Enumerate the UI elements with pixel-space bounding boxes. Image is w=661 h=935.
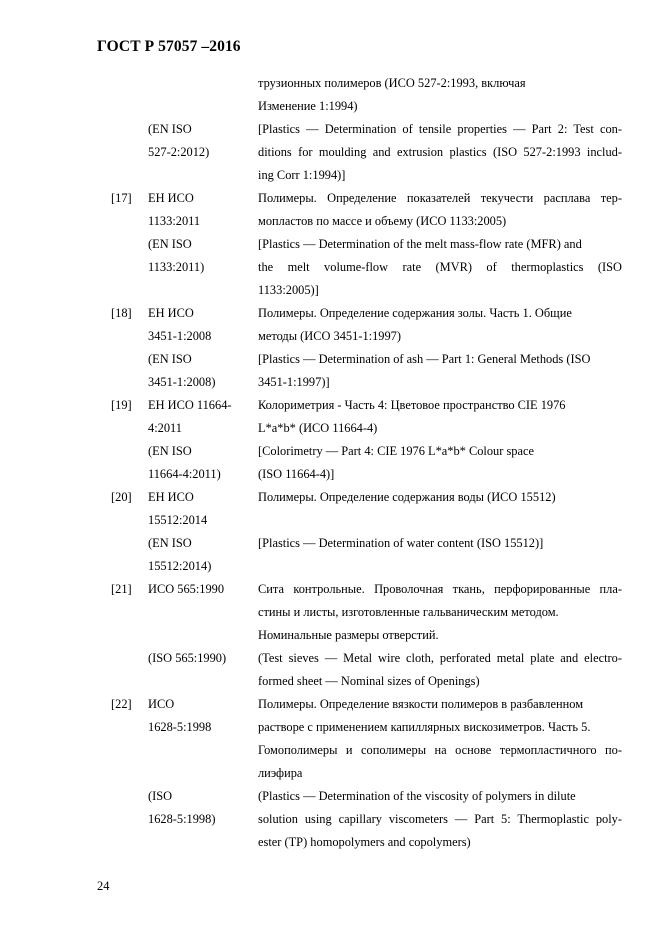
reference-code: 1133:2011)	[148, 260, 205, 274]
reference-description: [Plastics — Determination of ash — Part 1: General Methods (ISO	[258, 352, 591, 366]
reference-code: 1628-5:1998)	[148, 812, 216, 826]
reference-line	[0, 739, 661, 762]
reference-description: ester (TP) homopolymers and copolymers)	[258, 835, 471, 849]
reference-code: (ISO 565:1990)	[148, 651, 227, 665]
reference-code: (EN ISO	[148, 237, 192, 251]
reference-line	[0, 348, 661, 371]
reference-line	[0, 509, 661, 532]
reference-description: стины и листы, изготовленные гальваническим методом.	[258, 605, 559, 619]
reference-code: 11664-4:2011)	[148, 467, 221, 481]
reference-description: лиэфира	[258, 766, 303, 780]
reference-description: formed sheet — Nominal sizes of Openings)	[258, 674, 480, 688]
reference-line	[0, 463, 661, 486]
reference-description: 3451-1:1997)]	[258, 375, 330, 389]
reference-description: растворе с применением капиллярных вискозиметров. Часть 5.	[258, 720, 591, 734]
reference-code: (EN ISO	[148, 444, 192, 458]
reference-number: [22]	[111, 697, 132, 711]
reference-description: L*a*b* (ИСО 11664-4)	[258, 421, 378, 435]
reference-number: [20]	[111, 490, 132, 504]
reference-description: solution using capillary viscometers — Part 5: Thermoplastic poly-	[258, 812, 622, 826]
reference-number: [17]	[111, 191, 132, 205]
reference-line	[0, 394, 661, 417]
reference-code: ЕН ИСО	[148, 191, 194, 205]
reference-description: трузионных полимеров (ИСО 527-2:1993, включая	[258, 76, 526, 90]
reference-description: [Plastics — Determination of water content (ISO 15512)]	[258, 536, 544, 550]
reference-description: методы (ИСО 3451-1:1997)	[258, 329, 401, 343]
reference-number: [21]	[111, 582, 132, 596]
reference-code: (ISO	[148, 789, 173, 803]
reference-code: (EN ISO	[148, 122, 192, 136]
reference-line	[0, 532, 661, 555]
reference-line	[0, 785, 661, 808]
reference-code: 15512:2014)	[148, 559, 212, 573]
reference-list	[0, 72, 661, 854]
page-number: 24	[97, 879, 110, 893]
reference-code: ЕН ИСО	[148, 306, 194, 320]
reference-description: (Test sieves — Metal wire cloth, perforated metal plate and electro-	[258, 651, 622, 665]
reference-description: Гомополимеры и сополимеры на основе термопластичного по-	[258, 743, 622, 757]
reference-code: ЕН ИСО	[148, 490, 194, 504]
reference-line	[0, 187, 661, 210]
reference-code: 1628-5:1998	[148, 720, 212, 734]
reference-line	[0, 371, 661, 394]
reference-line	[0, 831, 661, 854]
reference-code: 4:2011	[148, 421, 182, 435]
reference-description: [Colorimetry — Part 4: CIE 1976 L*a*b* Colour space	[258, 444, 534, 458]
reference-description: the melt volume-flow rate (MVR) of thermoplastics (ISO	[258, 260, 622, 274]
reference-line	[0, 141, 661, 164]
reference-description: [Plastics — Determination of the melt mass-flow rate (MFR) and	[258, 237, 582, 251]
reference-line	[0, 486, 661, 509]
reference-line	[0, 601, 661, 624]
reference-line	[0, 693, 661, 716]
reference-description: Полимеры. Определение содержания золы. Часть 1. Общие	[258, 306, 572, 320]
reference-description: Полимеры. Определение показателей текучести расплава тер-	[258, 191, 622, 205]
reference-line	[0, 256, 661, 279]
reference-description: ing Corr 1:1994)]	[258, 168, 346, 182]
reference-line	[0, 440, 661, 463]
reference-line	[0, 95, 661, 118]
reference-code: ЕН ИСО 11664-	[148, 398, 232, 412]
reference-line	[0, 624, 661, 647]
reference-description: Номинальные размеры отверстий.	[258, 628, 439, 642]
reference-code: 15512:2014	[148, 513, 208, 527]
reference-code: 1133:2011	[148, 214, 201, 228]
reference-line	[0, 555, 661, 578]
reference-line	[0, 762, 661, 785]
reference-description: (ISO 11664-4)]	[258, 467, 335, 481]
reference-description: Колориметрия - Часть 4: Цветовое пространство CIE 1976	[258, 398, 566, 412]
reference-number: [19]	[111, 398, 132, 412]
reference-line	[0, 325, 661, 348]
reference-line	[0, 164, 661, 187]
reference-line	[0, 670, 661, 693]
reference-code: (EN ISO	[148, 536, 192, 550]
reference-line	[0, 647, 661, 670]
reference-line	[0, 72, 661, 95]
reference-description: Полимеры. Определение вязкости полимеров в разбавленном	[258, 697, 584, 711]
reference-description: Изменение 1:1994)	[258, 99, 358, 113]
reference-code: ИСО 565:1990	[148, 582, 225, 596]
reference-line	[0, 118, 661, 141]
reference-description: Сита контрольные. Проволочная ткань, перфорированные пла-	[258, 582, 622, 596]
reference-description: (Plastics — Determination of the viscosity of polymers in dilute	[258, 789, 576, 803]
reference-line	[0, 302, 661, 325]
reference-code: ИСО	[148, 697, 175, 711]
reference-line	[0, 578, 661, 601]
reference-description: мопластов по массе и объему (ИСО 1133:2005)	[258, 214, 507, 228]
reference-code: (EN ISO	[148, 352, 192, 366]
reference-line	[0, 808, 661, 831]
reference-code: 3451-1:2008)	[148, 375, 216, 389]
reference-description: [Plastics — Determination of tensile properties — Part 2: Test con-	[258, 122, 622, 136]
reference-number: [18]	[111, 306, 132, 320]
reference-line	[0, 279, 661, 302]
page-title: ГОСТ Р 57057 –2016	[97, 38, 241, 55]
reference-description: 1133:2005)]	[258, 283, 319, 297]
reference-line	[0, 210, 661, 233]
reference-line	[0, 716, 661, 739]
reference-code: 527-2:2012)	[148, 145, 210, 159]
reference-line	[0, 233, 661, 256]
reference-line	[0, 417, 661, 440]
reference-description: ditions for moulding and extrusion plastics (ISO 527-2:1993 includ-	[258, 145, 622, 159]
reference-code: 3451-1:2008	[148, 329, 212, 343]
reference-description: Полимеры. Определение содержания воды (ИСО 15512)	[258, 490, 556, 504]
